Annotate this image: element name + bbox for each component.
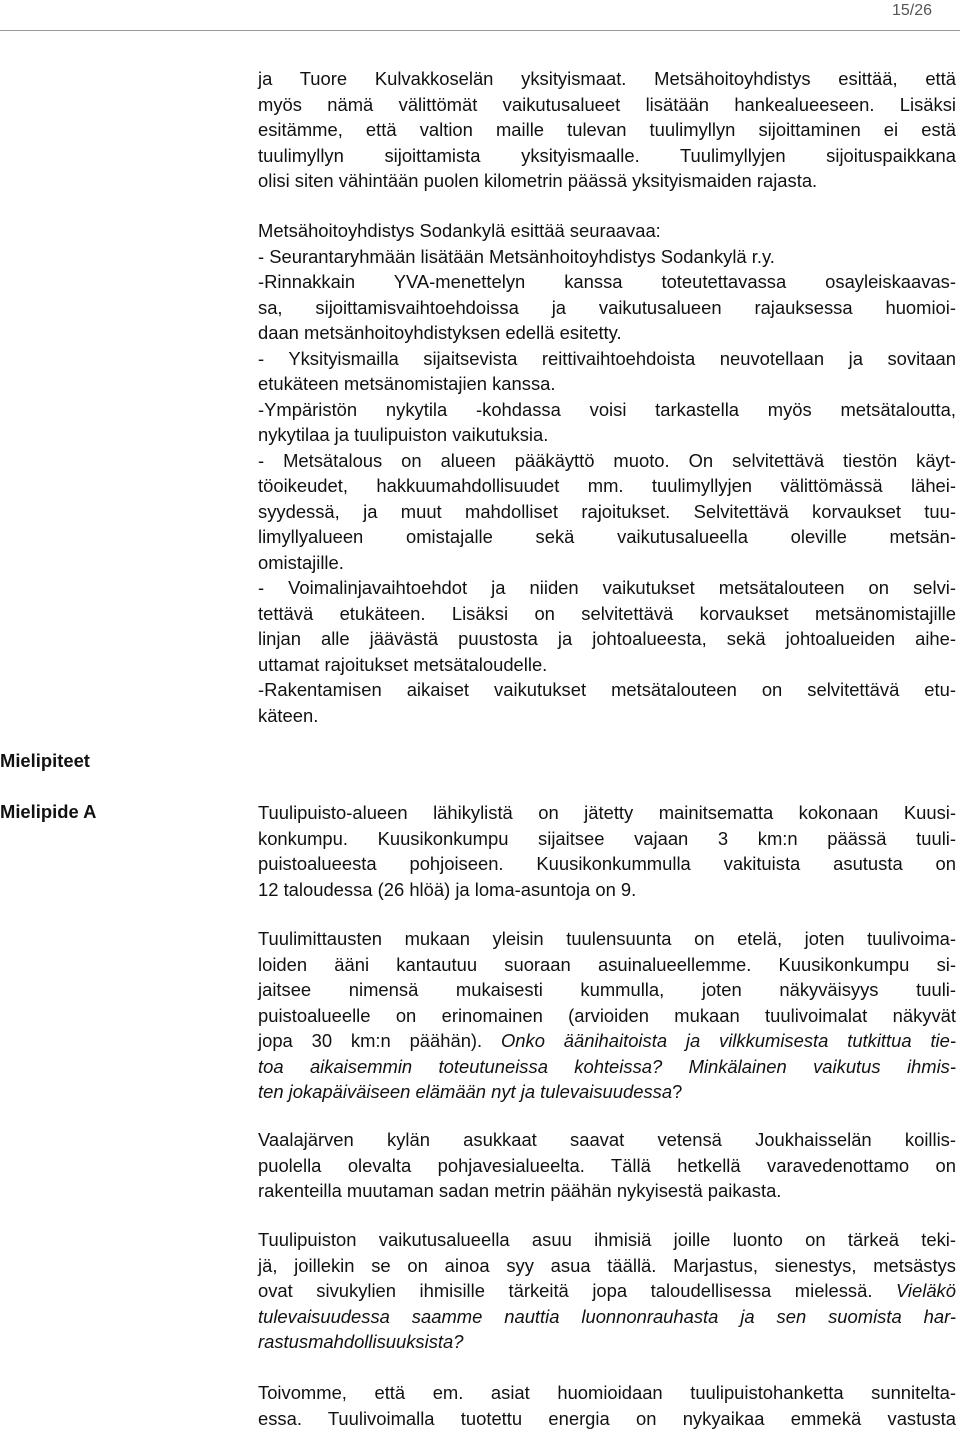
text-run: jopa 30 km:n päähän). xyxy=(258,1030,501,1051)
text-line: essa. Tuulivoimalla tuotettu energia on nykyaikaa emmekä vastusta xyxy=(258,1406,956,1431)
text-line: konkumpu. Kuusikonkumpu sijaitsee vajaan 3 km:n päässä tuuli- xyxy=(258,826,956,852)
text-line: töoikeudet, hakkuumahdollisuudet mm. tuulimyllyjen välittömässä lähei- xyxy=(258,473,956,499)
italic-question: tulevaisuudessa saamme nauttia luonnonrauhasta ja sen suomista har- xyxy=(258,1306,956,1327)
text-line: Tuulimittausten mukaan yleisin tuulensuunta on etelä, joten tuulivoima- xyxy=(258,926,956,952)
text-line: - Voimalinjavaihtoehdot ja niiden vaikutukset metsätalouteen on selvi- xyxy=(258,575,956,601)
text-line: - Metsätalous on alueen pääkäyttö muoto. On selvitettävä tiestön käyt- xyxy=(258,448,956,474)
text-line: 12 taloudessa (26 hlöä) ja loma-asuntoja on 9. xyxy=(258,877,956,903)
opinion-paragraph-1 xyxy=(258,800,956,902)
italic-question: rastusmahdollisuuksista? xyxy=(258,1331,463,1352)
text-line: ja Tuore Kulvakkoselän yksityismaat. Metsähoitoyhdistys esittää, että xyxy=(258,66,956,92)
text-line: rakenteilla muutaman sadan metrin päähän nykyisestä paikasta. xyxy=(258,1178,956,1204)
text-line xyxy=(258,1054,956,1080)
text-line: käteen. xyxy=(258,703,956,729)
text-line: jä, joillekin se on ainoa syy asua täällä. Marjastus, sienestys, metsästys xyxy=(258,1253,956,1279)
opinion-paragraph-4 xyxy=(258,1227,956,1355)
text-line: jaitsee nimensä mukaisesti kummulla, joten näkyväisyys tuuli- xyxy=(258,977,956,1003)
text-line: daan metsänhoitoyhdistyksen edellä esitetty. xyxy=(258,320,956,346)
text-line xyxy=(258,1304,956,1330)
text-line: puolella olevalta pohjavesialueelta. Tällä hetkellä varavedenottamo on xyxy=(258,1153,956,1179)
text-line: - Seurantaryhmään lisätään Metsänhoitoyhdistys Sodankylä r.y. xyxy=(258,244,956,270)
text-run: ? xyxy=(672,1081,682,1102)
text-line: - Yksityismailla sijaitsevista reittivaihtoehdoista neuvotellaan ja sovitaan xyxy=(258,346,956,372)
text-line: uttamat rajoitukset metsätaloudelle. xyxy=(258,652,956,678)
text-line xyxy=(258,1028,956,1054)
text-line: esitämme, että valtion maille tulevan tuulimyllyn sijoittaminen ei estä xyxy=(258,117,956,143)
text-line: puistoalueesta pohjoiseen. Kuusikonkummulla vakituista asutusta on xyxy=(258,851,956,877)
text-line: loiden ääni kantautuu suoraan asuinalueellemme. Kuusikonkumpu si- xyxy=(258,952,956,978)
text-line xyxy=(258,1079,956,1105)
text-line: olisi siten vähintään puolen kilometrin päässä yksityismaiden rajasta. xyxy=(258,168,956,194)
text-line: syydessä, ja muut mahdolliset rajoitukset. Selvitettävä korvaukset tuu- xyxy=(258,499,956,525)
text-line: -Ympäristön nykytila -kohdassa voisi tarkastella myös metsätaloutta, xyxy=(258,397,956,423)
page-number: 15/26 xyxy=(892,2,932,20)
italic-question: Onko äänihaitoista ja vilkkumisesta tutkittua tie- xyxy=(501,1030,956,1051)
opinion-paragraph-3 xyxy=(258,1127,956,1204)
text-line: myös nämä välittömät vaikutusalueet lisätään hankealueeseen. Lisäksi xyxy=(258,92,956,118)
text-line: omistajille. xyxy=(258,550,956,576)
text-run: ovat sivukylien ihmisille tärkeitä jopa taloudellisessa mielessä. xyxy=(258,1280,896,1301)
opinion-paragraph-2 xyxy=(258,926,956,1105)
text-line: -Rakentamisen aikaiset vaikutukset metsätalouteen on selvitettävä etu- xyxy=(258,677,956,703)
opinion-paragraph-5 xyxy=(258,1380,956,1431)
section-heading-mielipiteet: Mielipiteet xyxy=(0,750,90,772)
text-line: Metsähoitoyhdistys Sodankylä esittää seuraavaa: xyxy=(258,218,956,244)
subsection-heading-mielipide-a: Mielipide A xyxy=(0,801,96,823)
text-line: puistoalueelle on erinomainen (arvioiden mukaan tuulivoimalat näkyvät xyxy=(258,1003,956,1029)
text-line: Tuulipuiston vaikutusalueella asuu ihmisiä joille luonto on tärkeä teki- xyxy=(258,1227,956,1253)
italic-question: ten jokapäiväiseen elämään nyt ja tulevaisuudessa xyxy=(258,1081,672,1102)
italic-question: toa aikaisemmin toteutuneissa kohteissa? Minkälainen vaikutus ihmis- xyxy=(258,1056,956,1077)
text-line: Tuulipuisto-alueen lähikylistä on jätetty mainitsematta kokonaan Kuusi- xyxy=(258,800,956,826)
text-line: tettävä etukäteen. Lisäksi on selvitettävä korvaukset metsänomistajille xyxy=(258,601,956,627)
proposal-list xyxy=(258,218,956,728)
text-line: linjan alle jäävästä puustosta ja johtoalueesta, sekä johtoalueiden aihe- xyxy=(258,626,956,652)
text-line xyxy=(258,1278,956,1304)
text-line: Vaalajärven kylän asukkaat saavat vetensä Joukhaisselän koillis- xyxy=(258,1127,956,1153)
intro-paragraph xyxy=(258,66,956,194)
text-line: Toivomme, että em. asiat huomioidaan tuulipuistohanketta sunnitelta- xyxy=(258,1380,956,1406)
italic-question: Vieläkö xyxy=(896,1280,956,1301)
text-line: nykytilaa ja tuulipuiston vaikutuksia. xyxy=(258,422,956,448)
text-line: tuulimyllyn sijoittamista yksityismaalle. Tuulimyllyjen sijoituspaikkana xyxy=(258,143,956,169)
text-line: -Rinnakkain YVA-menettelyn kanssa toteutettavassa osayleiskaavas- xyxy=(258,269,956,295)
text-line: limyllyalueen omistajalle sekä vaikutusalueella oleville metsän- xyxy=(258,524,956,550)
text-line: etukäteen metsänomistajien kanssa. xyxy=(258,371,956,397)
header-divider xyxy=(0,30,960,31)
text-line xyxy=(258,1329,956,1355)
text-line: sa, sijoittamisvaihtoehdoissa ja vaikutusalueen rajauksessa huomioi- xyxy=(258,295,956,321)
